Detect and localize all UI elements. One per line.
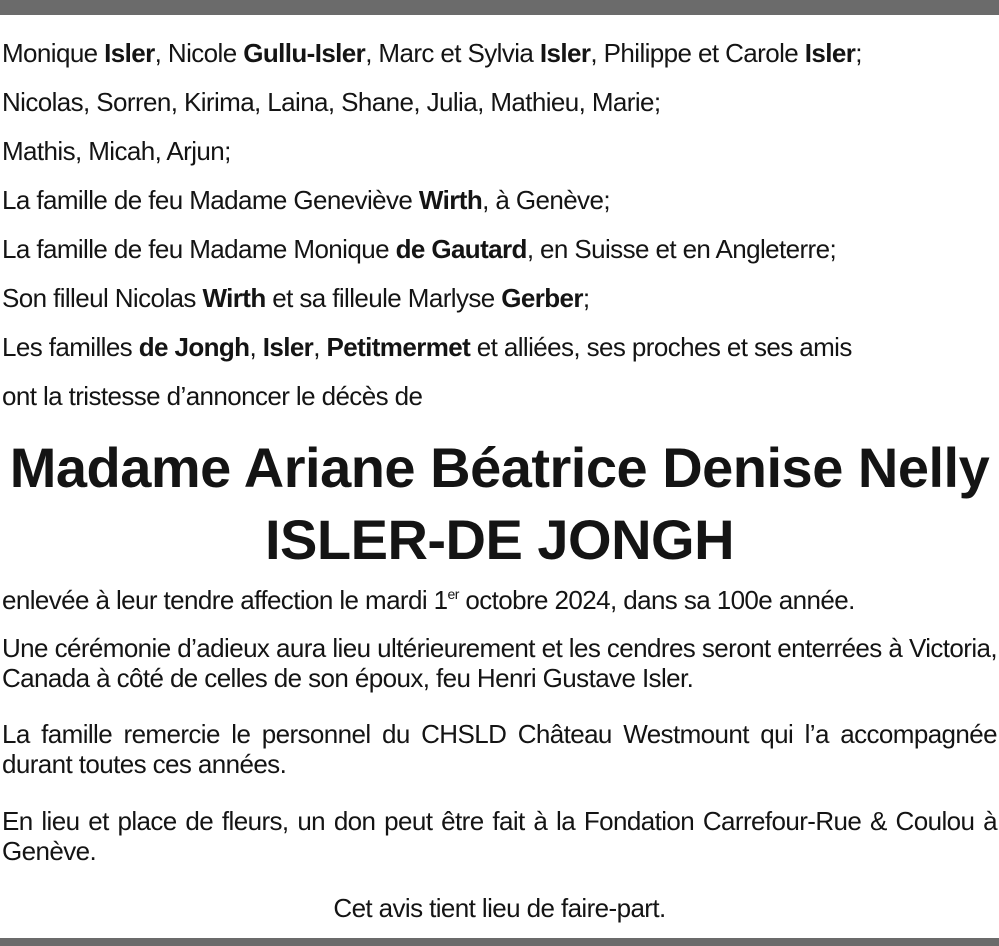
family-line-4: La famille de feu Madame Geneviève Wirth, à Genève; [2,185,610,215]
deceased-surname: ISLER-DE JONGH [264,508,735,571]
death-notice-line: enlevée à leur tendre affection le mardi 1er octobre 2024, dans sa 100e année. [2,585,855,615]
family-line-6: Son filleul Nicolas Wirth et sa filleule Marlyse Gerber; [2,283,590,313]
deceased-name: Madame Ariane Béatrice Denise Nelly [9,436,990,499]
thanks-paragraph: La famille remercie le personnel du CHSLD Château Westmount qui l’a accompagnée durant toutes ces années. [2,719,997,779]
ceremony-paragraph: Une cérémonie d’adieux aura lieu ultérieurement et les cendres seront enterrées à Victoria, Canada à côté de celles de son époux, feu Henri Gustave Isler. [2,633,997,693]
family-line-3: Mathis, Micah, Arjun; [2,136,231,166]
family-line-7: Les familles de Jongh, Isler, Petitmermet et alliées, ses proches et ses amis [2,332,852,362]
family-line-5: La famille de feu Madame Monique de Gautard, en Suisse et en Angleterre; [2,234,837,264]
bottom-rule [0,938,999,946]
announcement-line: ont la tristesse d’annoncer le décès de [2,381,423,411]
closing-line: Cet avis tient lieu de faire-part. [333,893,666,923]
family-line-1: Monique Isler, Nicole Gullu-Isler, Marc et Sylvia Isler, Philippe et Carole Isler; [2,38,862,68]
top-rule [0,0,999,15]
family-line-2: Nicolas, Sorren, Kirima, Laina, Shane, Julia, Mathieu, Marie; [2,87,661,117]
donation-paragraph: En lieu et place de fleurs, un don peut être fait à la Fondation Carrefour-Rue & Coulou à Genève. [2,806,997,866]
